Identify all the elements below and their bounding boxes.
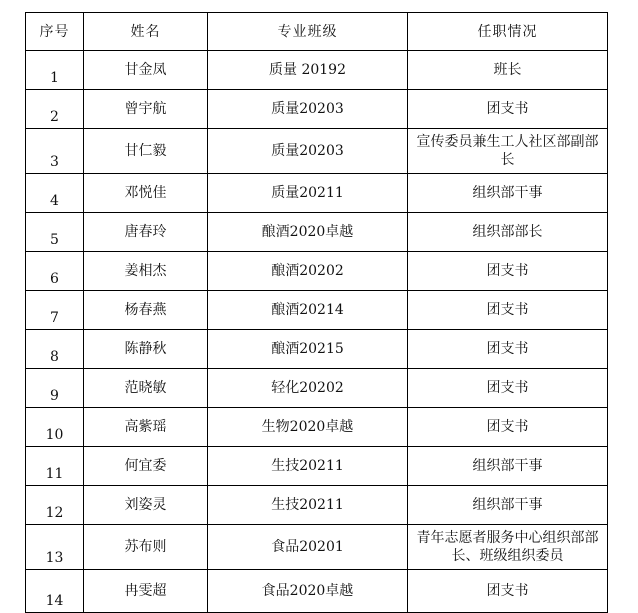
header-row [26,13,608,51]
header-role: 任职情况 [408,13,608,51]
row-name: 杨春燕 [84,291,208,330]
row-name: 唐春玲 [84,213,208,252]
row-role: 团支书 [408,291,608,330]
table-row [26,90,608,129]
table-row [26,213,608,252]
table-row [26,252,608,291]
row-number: 10 [26,408,84,447]
row-class: 生技20211 [208,447,408,486]
row-name: 冉雯超 [84,570,208,613]
roster-table [25,12,608,613]
row-class: 生物2020卓越 [208,408,408,447]
table-row [26,174,608,213]
row-role: 组织部干事 [408,447,608,486]
row-role: 团支书 [408,252,608,291]
row-role: 团支书 [408,90,608,129]
row-class: 质量20203 [208,90,408,129]
row-name: 陈静秋 [84,330,208,369]
row-number: 9 [26,369,84,408]
row-class: 生技20211 [208,486,408,525]
row-role: 班长 [408,51,608,90]
row-class: 轻化20202 [208,369,408,408]
row-number: 4 [26,174,84,213]
row-class: 酿酒20215 [208,330,408,369]
row-role: 团支书 [408,408,608,447]
row-class: 质量 20192 [208,51,408,90]
row-class: 食品2020卓越 [208,570,408,613]
row-name: 范晓敏 [84,369,208,408]
row-number: 7 [26,291,84,330]
row-name: 何宜委 [84,447,208,486]
row-role: 团支书 [408,570,608,613]
row-number: 8 [26,330,84,369]
row-name: 姜相杰 [84,252,208,291]
header-class: 专业班级 [208,13,408,51]
table-row [26,330,608,369]
table-row [26,129,608,174]
row-name: 甘金凤 [84,51,208,90]
row-name: 邓悦佳 [84,174,208,213]
row-role: 团支书 [408,369,608,408]
row-number: 2 [26,90,84,129]
row-role: 青年志愿者服务中心组织部部长、班级组织委员 [408,525,608,570]
row-name: 高紫瑶 [84,408,208,447]
row-name: 苏布则 [84,525,208,570]
row-number: 6 [26,252,84,291]
row-class: 酿酒20202 [208,252,408,291]
row-name: 曾宇航 [84,90,208,129]
row-class: 食品20201 [208,525,408,570]
row-number: 5 [26,213,84,252]
row-class: 质量20203 [208,129,408,174]
row-number: 14 [26,570,84,613]
row-number: 3 [26,129,84,174]
table-row [26,408,608,447]
table-row [26,570,608,613]
row-number: 12 [26,486,84,525]
row-class: 质量20211 [208,174,408,213]
table-row [26,486,608,525]
row-class: 酿酒2020卓越 [208,213,408,252]
row-name: 甘仁毅 [84,129,208,174]
header-name: 姓名 [84,13,208,51]
row-number: 1 [26,51,84,90]
row-role: 团支书 [408,330,608,369]
table-row [26,369,608,408]
row-class: 酿酒20214 [208,291,408,330]
table-row [26,51,608,90]
row-name: 刘姿灵 [84,486,208,525]
row-number: 13 [26,525,84,570]
row-role: 宣传委员兼生工人社区部副部长 [408,129,608,174]
table-row [26,447,608,486]
header-no: 序号 [26,13,84,51]
table-row [26,291,608,330]
table-row [26,525,608,570]
row-role: 组织部部长 [408,213,608,252]
row-role: 组织部干事 [408,486,608,525]
row-role: 组织部干事 [408,174,608,213]
row-number: 11 [26,447,84,486]
